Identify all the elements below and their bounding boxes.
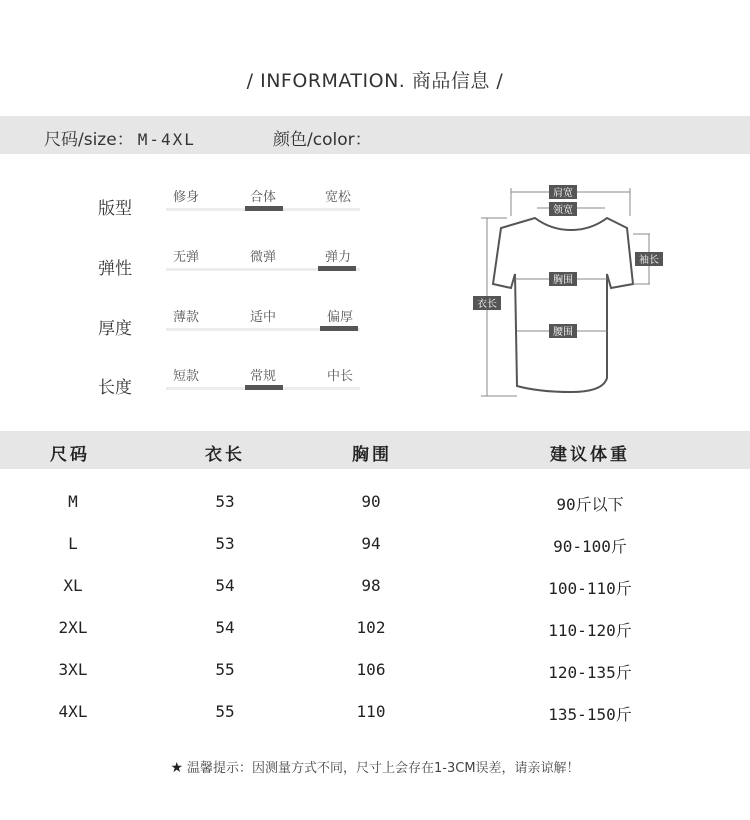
attribute-option: 合体 bbox=[249, 190, 276, 205]
attribute-name: 厚度 bbox=[98, 319, 132, 339]
cell-size: 3XL bbox=[58, 660, 88, 679]
size-label: 尺码/size： bbox=[44, 130, 134, 150]
waist-label: 腰围 bbox=[553, 327, 573, 338]
attribute-option: 常规 bbox=[249, 369, 276, 384]
cell-chest: 106 bbox=[356, 660, 386, 679]
attribute-option: 弹力 bbox=[324, 250, 351, 265]
column-header-size: 尺码 bbox=[50, 445, 90, 465]
measurement-note bbox=[0, 757, 750, 776]
attribute-option: 无弹 bbox=[172, 250, 199, 265]
cell-weight: 135-150斤 bbox=[548, 705, 632, 724]
attribute-option: 修身 bbox=[172, 190, 199, 205]
cell-chest: 98 bbox=[361, 576, 381, 595]
cell-chest: 90 bbox=[361, 492, 381, 511]
column-header-weight: 建议体重 bbox=[550, 445, 630, 465]
attribute-option: 薄款 bbox=[172, 310, 199, 325]
page-title: / INFORMATION. 商品信息 / bbox=[246, 70, 504, 92]
column-header-length: 衣长 bbox=[205, 445, 245, 465]
cell-size: M bbox=[68, 492, 78, 511]
cell-chest: 110 bbox=[356, 702, 386, 721]
attribute-name: 长度 bbox=[98, 378, 132, 398]
column-header-chest: 胸围 bbox=[352, 445, 392, 465]
attribute-option: 偏厚 bbox=[326, 310, 353, 325]
attribute-name: 版型 bbox=[98, 199, 132, 219]
cell-length: 55 bbox=[215, 702, 235, 721]
chest-label: 胸围 bbox=[553, 275, 573, 286]
cell-size: L bbox=[68, 534, 78, 553]
cell-size: 2XL bbox=[58, 618, 88, 637]
cell-chest: 94 bbox=[361, 534, 381, 553]
size-value: M-4XL bbox=[137, 130, 196, 149]
attribute-option: 中长 bbox=[326, 369, 353, 384]
cell-weight: 100-110斤 bbox=[548, 579, 632, 598]
cell-size: XL bbox=[63, 576, 83, 595]
cell-weight: 90-100斤 bbox=[553, 537, 627, 556]
cell-length: 53 bbox=[215, 492, 235, 511]
neck-label: 领宽 bbox=[553, 205, 573, 216]
sleeve-label: 袖长 bbox=[639, 255, 659, 266]
attribute-option: 短款 bbox=[172, 369, 199, 384]
attribute-option: 宽松 bbox=[324, 190, 351, 205]
cell-length: 53 bbox=[215, 534, 235, 553]
attribute-selected-mark bbox=[320, 326, 358, 331]
cell-length: 55 bbox=[215, 660, 235, 679]
attribute-selected-mark bbox=[245, 206, 283, 211]
attribute-row-fit bbox=[0, 186, 380, 226]
cell-chest: 102 bbox=[356, 618, 386, 637]
attribute-row-thickness bbox=[0, 306, 380, 346]
cell-length: 54 bbox=[215, 618, 235, 637]
cell-length: 54 bbox=[215, 576, 235, 595]
attribute-option: 适中 bbox=[249, 310, 276, 325]
attribute-selected-mark bbox=[318, 266, 356, 271]
cell-size: 4XL bbox=[58, 702, 88, 721]
color-label: 颜色/color： bbox=[273, 130, 372, 150]
attribute-option: 微弹 bbox=[249, 250, 276, 265]
note-text: 温馨提示：因测量方式不同，尺寸上会存在1-3CM误差，请亲谅解！ bbox=[187, 761, 580, 776]
attribute-row-length bbox=[0, 365, 380, 405]
length-label: 衣长 bbox=[477, 299, 497, 310]
attribute-name: 弹性 bbox=[98, 259, 132, 279]
shoulder-label: 肩宽 bbox=[553, 188, 573, 199]
tshirt-outline bbox=[493, 218, 633, 392]
size-field bbox=[44, 125, 196, 150]
attribute-selected-mark bbox=[245, 385, 283, 390]
tshirt-measurement-diagram bbox=[465, 178, 675, 408]
cell-weight: 110-120斤 bbox=[548, 621, 632, 640]
cell-weight: 120-135斤 bbox=[548, 663, 632, 682]
star-icon: ★ bbox=[170, 760, 184, 776]
cell-weight: 90斤以下 bbox=[556, 495, 624, 514]
attribute-row-elasticity bbox=[0, 246, 380, 286]
